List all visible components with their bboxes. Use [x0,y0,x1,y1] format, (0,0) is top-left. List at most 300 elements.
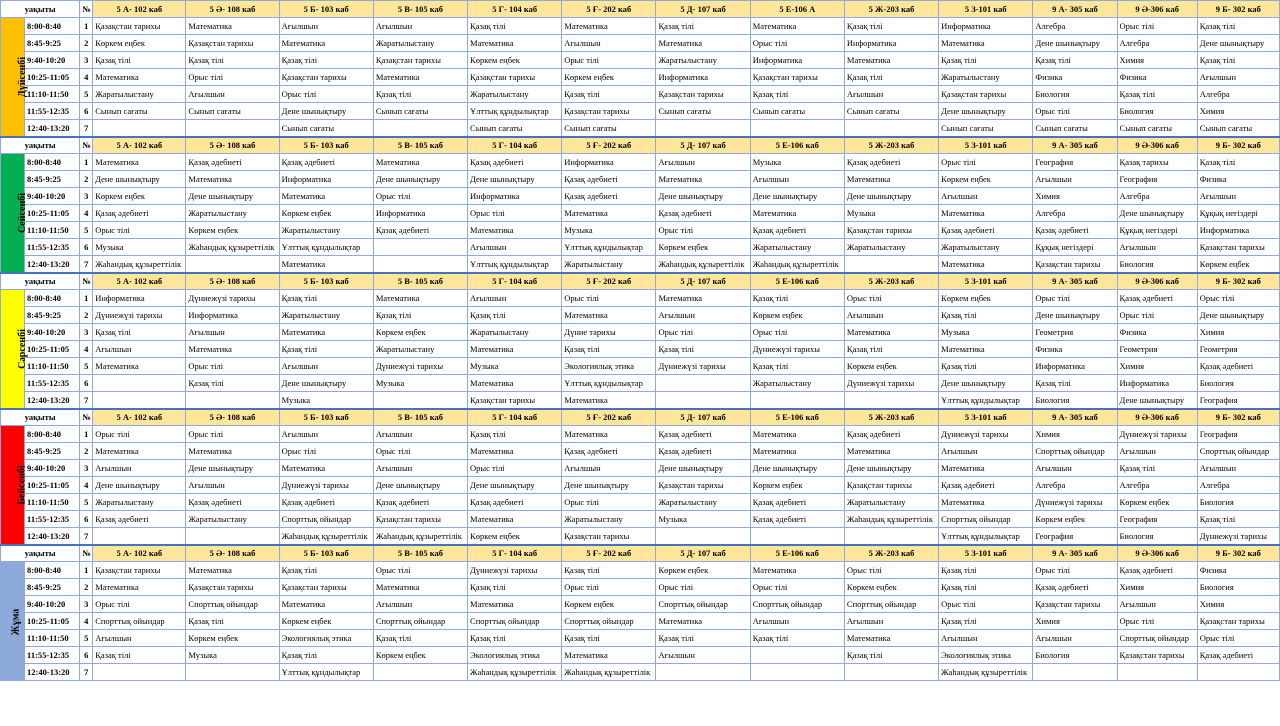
lesson-cell: Дене шынықтыру [1197,307,1279,324]
lesson-cell: Қазақ тілі [1197,52,1279,69]
lesson-cell: Информатика [750,52,844,69]
time-slot: 12:40-13:20 [25,256,80,273]
lesson-cell: Физика [1033,341,1117,358]
lesson-cell: Көркем еңбек [468,528,562,545]
lesson-cell: Информатика [468,188,562,205]
lesson-cell: География [1033,154,1117,171]
lesson-cell: Орыс тілі [562,290,656,307]
lesson-cell: Ағылшын [1117,239,1197,256]
lesson-cell: Қазақстан тарихы [844,477,938,494]
lesson-cell: Орыс тілі [1033,103,1117,120]
lesson-cell: Дүниежүзі тарихы [279,477,373,494]
lesson-number: 7 [80,256,93,273]
lesson-cell [93,120,186,137]
lesson-cell: Математика [279,35,373,52]
lesson-cell: Экологиялық этика [279,630,373,647]
lesson-cell: Математика [656,171,750,188]
lesson-cell: Қазақ әдебиеті [750,494,844,511]
lesson-cell: Ағылшын [1117,443,1197,460]
lesson-cell: Химия [1117,579,1197,596]
lesson-row [1,120,1280,137]
class-header: 5 Ғ- 202 каб [562,273,656,290]
class-header: 9 А- 305 каб [1033,545,1117,562]
lesson-cell: Жаратылыстану [468,86,562,103]
lesson-cell: Музыка [186,647,279,664]
time-slot: 8:00-8:40 [25,290,80,307]
lesson-cell: Орыс тілі [562,494,656,511]
lesson-cell: Спорттық ойындар [279,511,373,528]
time-slot: 11:55-12:35 [25,511,80,528]
lesson-number: 4 [80,477,93,494]
lesson-cell: Дене шынықтыру [562,477,656,494]
lesson-cell: Қазақстан тарихы [939,86,1033,103]
lesson-row [1,69,1280,86]
lesson-cell: Көркем еңбек [93,35,186,52]
class-header: 5 А- 102 каб [93,545,186,562]
lesson-row [1,307,1280,324]
lesson-cell: Көркем еңбек [939,171,1033,188]
lesson-cell: Жаратылыстану [939,239,1033,256]
lesson-cell: Спорттық ойындар [1033,443,1117,460]
lesson-cell: Қазақ әдебиеті [562,188,656,205]
lesson-cell: Экологиялық этика [468,647,562,664]
lesson-cell: Қазақ әдебиеті [93,205,186,222]
lesson-cell: Ағылшын [93,630,186,647]
lesson-cell: Қазақ тілі [1197,154,1279,171]
times-label: уақыты [1,409,80,426]
lesson-cell: Қазақ әдебиеті [93,511,186,528]
lesson-cell: Физика [1033,69,1117,86]
lesson-cell: Математика [656,290,750,307]
lesson-cell: Математика [844,324,938,341]
class-header: 5 Ж-203 каб [844,1,938,18]
lesson-cell: Сынып сағаты [93,103,186,120]
lesson-cell: Химия [1033,613,1117,630]
lesson-cell: Сынып сағаты [1117,120,1197,137]
lesson-cell: Алгебра [1117,35,1197,52]
lesson-cell: Спорттық ойындар [93,613,186,630]
lesson-number: 2 [80,307,93,324]
lesson-cell: Жаратылыстану [279,307,373,324]
lesson-cell: Қазақ тілі [279,52,373,69]
class-header: 5 Ғ- 202 каб [562,409,656,426]
lesson-cell: Ұлттық құндылықтар [562,239,656,256]
lesson-row [1,52,1280,69]
lesson-cell: Дүниежүзі тарихы [1197,528,1279,545]
class-header: 5 А- 102 каб [93,137,186,154]
lesson-cell: Алгебра [1033,205,1117,222]
lesson-cell: Көркем еңбек [750,307,844,324]
lesson-cell: Алгебра [1033,18,1117,35]
lesson-cell: Қазақ тілі [1117,86,1197,103]
lesson-cell: Қазақ әдебиеті [656,426,750,443]
lesson-number: 7 [80,664,93,681]
lesson-cell: Құқық негіздері [1197,205,1279,222]
lesson-cell: Қазақстан тарихы [186,579,279,596]
class-header: 5 Г- 104 каб [468,1,562,18]
lesson-cell: Дене шынықтыру [468,171,562,188]
lesson-cell: Дүниежүзі тарихы [939,426,1033,443]
lesson-cell [373,392,467,409]
lesson-cell: Алгебра [1197,477,1279,494]
lesson-cell: Көркем еңбек [93,188,186,205]
lesson-cell: Ағылшын [279,426,373,443]
lesson-cell: Көркем еңбек [939,290,1033,307]
lesson-cell: Химия [1033,426,1117,443]
lesson-cell: Спорттық ойындар [562,613,656,630]
lesson-cell: Құқық негіздері [1033,239,1117,256]
lesson-cell: Қазақ тілі [1033,375,1117,392]
lesson-cell: Математика [93,154,186,171]
lesson-cell: Қазақ тілі [93,324,186,341]
lesson-number: 3 [80,324,93,341]
time-slot: 8:00-8:40 [25,562,80,579]
class-header: 5 Г- 104 каб [468,273,562,290]
lesson-cell: Қазақ тілі [562,562,656,579]
lesson-cell: Математика [279,324,373,341]
day-name: Дүйсенбі [17,57,29,98]
time-slot: 8:00-8:40 [25,426,80,443]
lesson-number: 3 [80,460,93,477]
lesson-row [1,341,1280,358]
lesson-number: 5 [80,222,93,239]
lesson-cell: Химия [1117,358,1197,375]
class-header: 9 Б- 302 каб [1197,137,1279,154]
class-header: 5 Д- 107 каб [656,545,750,562]
lesson-cell: Математика [656,613,750,630]
class-header: 5 А- 102 каб [93,273,186,290]
lesson-cell: Ағылшын [844,86,938,103]
lesson-cell: Қазақ тілі [279,290,373,307]
lesson-cell: Дене шынықтыру [373,477,467,494]
lesson-row [1,664,1280,681]
lesson-cell: Дүниежүзі тарихы [1117,426,1197,443]
lesson-cell: Музыка [93,239,186,256]
lesson-cell: Қазақ тілі [186,375,279,392]
lesson-cell: Қазақстан тарихы [93,562,186,579]
lesson-cell: Сынып сағаты [1033,120,1117,137]
lesson-cell: Сынып сағаты [844,103,938,120]
lesson-cell [656,528,750,545]
lesson-cell: Қазақстан тарихы [373,511,467,528]
lesson-cell: Жаһандық құзыреттілік [656,256,750,273]
lesson-cell: Жаратылыстану [844,494,938,511]
lesson-cell: Ағылшын [93,460,186,477]
class-header: 9 Ә-306 каб [1117,1,1197,18]
lesson-cell: Қазақ тілі [656,630,750,647]
lesson-cell: Қазақстан тарихы [656,477,750,494]
lesson-cell [656,120,750,137]
lesson-cell: Қазақ тілі [750,86,844,103]
lesson-cell: Дене шынықтыру [939,375,1033,392]
class-header: 5 Ғ- 202 каб [562,545,656,562]
lesson-cell: Қазақстан тарихы [279,69,373,86]
lesson-cell: Қазақ әдебиеті [373,222,467,239]
day-label [1,154,29,273]
day-name: Бейсенбі [16,465,28,505]
header-row [1,545,1280,562]
lesson-cell [93,392,186,409]
lesson-cell: Қазақ тілі [1197,511,1279,528]
lesson-cell: Ағылшын [279,18,373,35]
lesson-cell: Орыс тілі [750,579,844,596]
day-name: Жұма [10,608,22,635]
lesson-cell: Информатика [279,171,373,188]
lesson-cell: Математика [93,69,186,86]
lesson-cell: Математика [279,256,373,273]
lesson-cell: Дүниежүзі тарихы [186,290,279,307]
lesson-row [1,528,1280,545]
lesson-cell: Орыс тілі [656,324,750,341]
class-header: 9 Б- 302 каб [1197,545,1279,562]
class-header: 5 Ж-203 каб [844,137,938,154]
lesson-cell [186,256,279,273]
lesson-cell: Математика [373,154,467,171]
lesson-number: 4 [80,341,93,358]
lesson-number: 6 [80,511,93,528]
lesson-cell: Химия [1033,188,1117,205]
lesson-cell: Дене шынықтыру [1197,35,1279,52]
lesson-cell: Ұлттық құндылықтар [468,256,562,273]
day-label [1,18,29,137]
lesson-cell: Орыс тілі [844,290,938,307]
lesson-cell: Жаратылыстану [93,494,186,511]
lesson-cell [750,647,844,664]
lesson-cell: Экологиялық этика [939,647,1033,664]
lesson-cell: Жаһандық құзыреттілік [844,511,938,528]
lesson-cell: Сынып сағаты [656,103,750,120]
class-header: 9 А- 305 каб [1033,137,1117,154]
lesson-cell: Орыс тілі [750,324,844,341]
lesson-cell: Спорттық ойындар [656,596,750,613]
lesson-number: 4 [80,205,93,222]
lesson-cell: Орыс тілі [468,460,562,477]
lesson-number: 6 [80,103,93,120]
class-header: 5 Ә- 108 каб [186,273,279,290]
lesson-cell: Дүниежүзі тарихы [93,307,186,324]
lesson-cell: Ағылшын [1197,460,1279,477]
lesson-cell: Қазақстан тарихы [844,222,938,239]
lesson-cell: Ағылшын [373,18,467,35]
lesson-cell: Орыс тілі [656,579,750,596]
lesson-cell: Алгебра [1033,477,1117,494]
lesson-cell: Жаратылыстану [562,511,656,528]
lesson-cell: Қазақ тілі [279,562,373,579]
day-name: Сейсенбі [17,193,29,234]
lesson-cell: Орыс тілі [939,596,1033,613]
lesson-row [1,358,1280,375]
lesson-cell: Дене шынықтыру [186,188,279,205]
lesson-cell: Ағылшын [562,35,656,52]
lesson-cell: Химия [1197,103,1279,120]
lesson-cell: Информатика [1197,222,1279,239]
class-header: 5 Г- 104 каб [468,137,562,154]
class-header: 5 Г- 104 каб [468,545,562,562]
time-slot: 11:55-12:35 [25,375,80,392]
lesson-cell: Музыка [562,222,656,239]
lesson-cell: Қазақ тілі [562,341,656,358]
lesson-cell: Алгебра [1117,477,1197,494]
lesson-row [1,324,1280,341]
header-row [1,137,1280,154]
lesson-cell: Спорттық ойындар [844,596,938,613]
class-header: 5 А- 102 каб [93,1,186,18]
lesson-cell: Ағылшын [939,630,1033,647]
times-label: уақыты [1,1,80,18]
times-label: уақыты [1,545,80,562]
lesson-row [1,103,1280,120]
lesson-cell: Математика [939,494,1033,511]
lesson-cell: Қазақ әдебиеті [1033,579,1117,596]
lesson-cell: Дене шынықтыру [468,477,562,494]
lesson-cell: Математика [844,630,938,647]
lesson-row [1,205,1280,222]
lesson-cell: Көркем еңбек [373,647,467,664]
lesson-cell: Қазақ тілі [656,18,750,35]
time-slot: 9:40-10:20 [25,188,80,205]
lesson-cell: Орыс тілі [1117,18,1197,35]
lesson-cell: Музыка [468,358,562,375]
lesson-cell: Орыс тілі [373,188,467,205]
lesson-cell: Қазақ әдебиеті [939,477,1033,494]
lesson-cell [844,392,938,409]
lesson-cell: Қазақ тілі [468,18,562,35]
lesson-cell: Математика [750,443,844,460]
lesson-cell: Дүниежүзі тарихы [468,562,562,579]
time-slot: 10:25-11:05 [25,341,80,358]
lesson-cell: Орыс тілі [186,358,279,375]
lesson-cell: Сынып сағаты [562,120,656,137]
class-header: 9 Ә-306 каб [1117,545,1197,562]
lesson-cell: Музыка [373,375,467,392]
lesson-cell: Математика [939,341,1033,358]
class-header: 5 Ә- 108 каб [186,1,279,18]
lesson-number: 4 [80,69,93,86]
lesson-cell [1197,664,1279,681]
lesson-cell: Қазақ тілі [93,52,186,69]
lesson-cell: Биология [1117,528,1197,545]
lesson-cell: Химия [1197,324,1279,341]
day-name: Сәрсенбі [16,329,28,370]
lesson-cell: Жаратылыстану [750,375,844,392]
lesson-cell: Жаһандық құзыреттілік [468,664,562,681]
lesson-row [1,290,1280,307]
lesson-cell: Математика [750,18,844,35]
lesson-cell: Қазақ тілі [939,307,1033,324]
lesson-cell: Математика [279,460,373,477]
lesson-cell: Орыс тілі [1117,613,1197,630]
class-header: 5 В- 105 каб [373,545,467,562]
day-label [1,426,28,545]
lesson-cell: Орыс тілі [279,86,373,103]
lesson-number: 6 [80,647,93,664]
lesson-cell: Жаратылыстану [373,35,467,52]
lesson-cell: Қазақ әдебиеті [939,222,1033,239]
lesson-cell: Орыс тілі [1197,290,1279,307]
lesson-cell: Сынып сағаты [468,120,562,137]
lesson-cell: Дүниежүзі тарихы [373,358,467,375]
lesson-cell: Алгебра [1197,86,1279,103]
lesson-number: 2 [80,171,93,188]
lesson-cell: Қазақстан тарихы [373,52,467,69]
lesson-cell: Қазақ тілі [939,52,1033,69]
time-slot: 8:45-9:25 [25,443,80,460]
lesson-cell: Математика [186,562,279,579]
time-slot: 12:40-13:20 [25,120,80,137]
lesson-cell: Қазақ тарихы [1117,154,1197,171]
lesson-cell: Физика [1117,324,1197,341]
lesson-cell: Қазақ тілі [468,307,562,324]
lesson-cell: Көркем еңбек [844,358,938,375]
lesson-cell: Ағылшын [1197,69,1279,86]
class-header: 5 Г- 104 каб [468,409,562,426]
lesson-cell: Математика [939,460,1033,477]
lesson-cell: Көркем еңбек [186,630,279,647]
lesson-cell [844,256,938,273]
class-header: 9 Б- 302 каб [1197,1,1279,18]
lesson-cell: Ағылшын [1033,171,1117,188]
lesson-cell: Информатика [939,18,1033,35]
time-slot: 12:40-13:20 [25,392,80,409]
lesson-cell [373,664,467,681]
lesson-cell: Қазақ әдебиеті [279,494,373,511]
lesson-cell: Химия [1117,52,1197,69]
class-header: 5 Д- 107 каб [656,409,750,426]
lesson-row [1,511,1280,528]
lesson-cell: Көркем еңбек [656,562,750,579]
lesson-cell: Экологиялық этика [562,358,656,375]
lesson-cell [93,375,186,392]
lesson-cell: Алгебра [1117,188,1197,205]
lesson-cell [656,392,750,409]
lesson-cell: Информатика [656,69,750,86]
lesson-cell: Информатика [373,205,467,222]
lesson-cell: Қазақ тілі [844,18,938,35]
lesson-cell: Ағылшын [186,324,279,341]
lesson-cell: Ағылшын [656,154,750,171]
class-header: 5 Е-106 каб [750,409,844,426]
time-slot: 8:00-8:40 [25,18,80,35]
lesson-cell: Орыс тілі [656,222,750,239]
lesson-cell: Ұлттық құндылықтар [279,664,373,681]
lesson-cell: Ұлттық құндылықтар [939,528,1033,545]
lesson-cell: Математика [468,511,562,528]
lesson-cell: Қазақ тілі [468,630,562,647]
lesson-cell: Орыс тілі [93,426,186,443]
lesson-cell: Дене шынықтыру [750,188,844,205]
class-header: 5 В- 105 каб [373,409,467,426]
lesson-cell: Ағылшын [1033,630,1117,647]
lesson-cell: Ағылшын [373,596,467,613]
lesson-cell: Дене шынықтыру [656,188,750,205]
time-slot: 10:25-11:05 [25,205,80,222]
lesson-row [1,35,1280,52]
class-header: 5 Б- 103 каб [279,137,373,154]
lesson-cell: Ағылшын [1197,188,1279,205]
lesson-row [1,579,1280,596]
lesson-cell: Қазақ тілі [373,307,467,324]
class-header: 9 Ә-306 каб [1117,409,1197,426]
class-header: 9 А- 305 каб [1033,1,1117,18]
lesson-cell: Математика [93,358,186,375]
lesson-cell: Қазақстан тарихы [562,103,656,120]
lesson-cell [186,392,279,409]
lesson-cell: Дене шынықтыру [1117,392,1197,409]
lesson-row [1,630,1280,647]
lesson-cell: Математика [562,426,656,443]
lesson-cell: Биология [1117,103,1197,120]
lesson-cell: Қазақстан тарихы [1033,596,1117,613]
